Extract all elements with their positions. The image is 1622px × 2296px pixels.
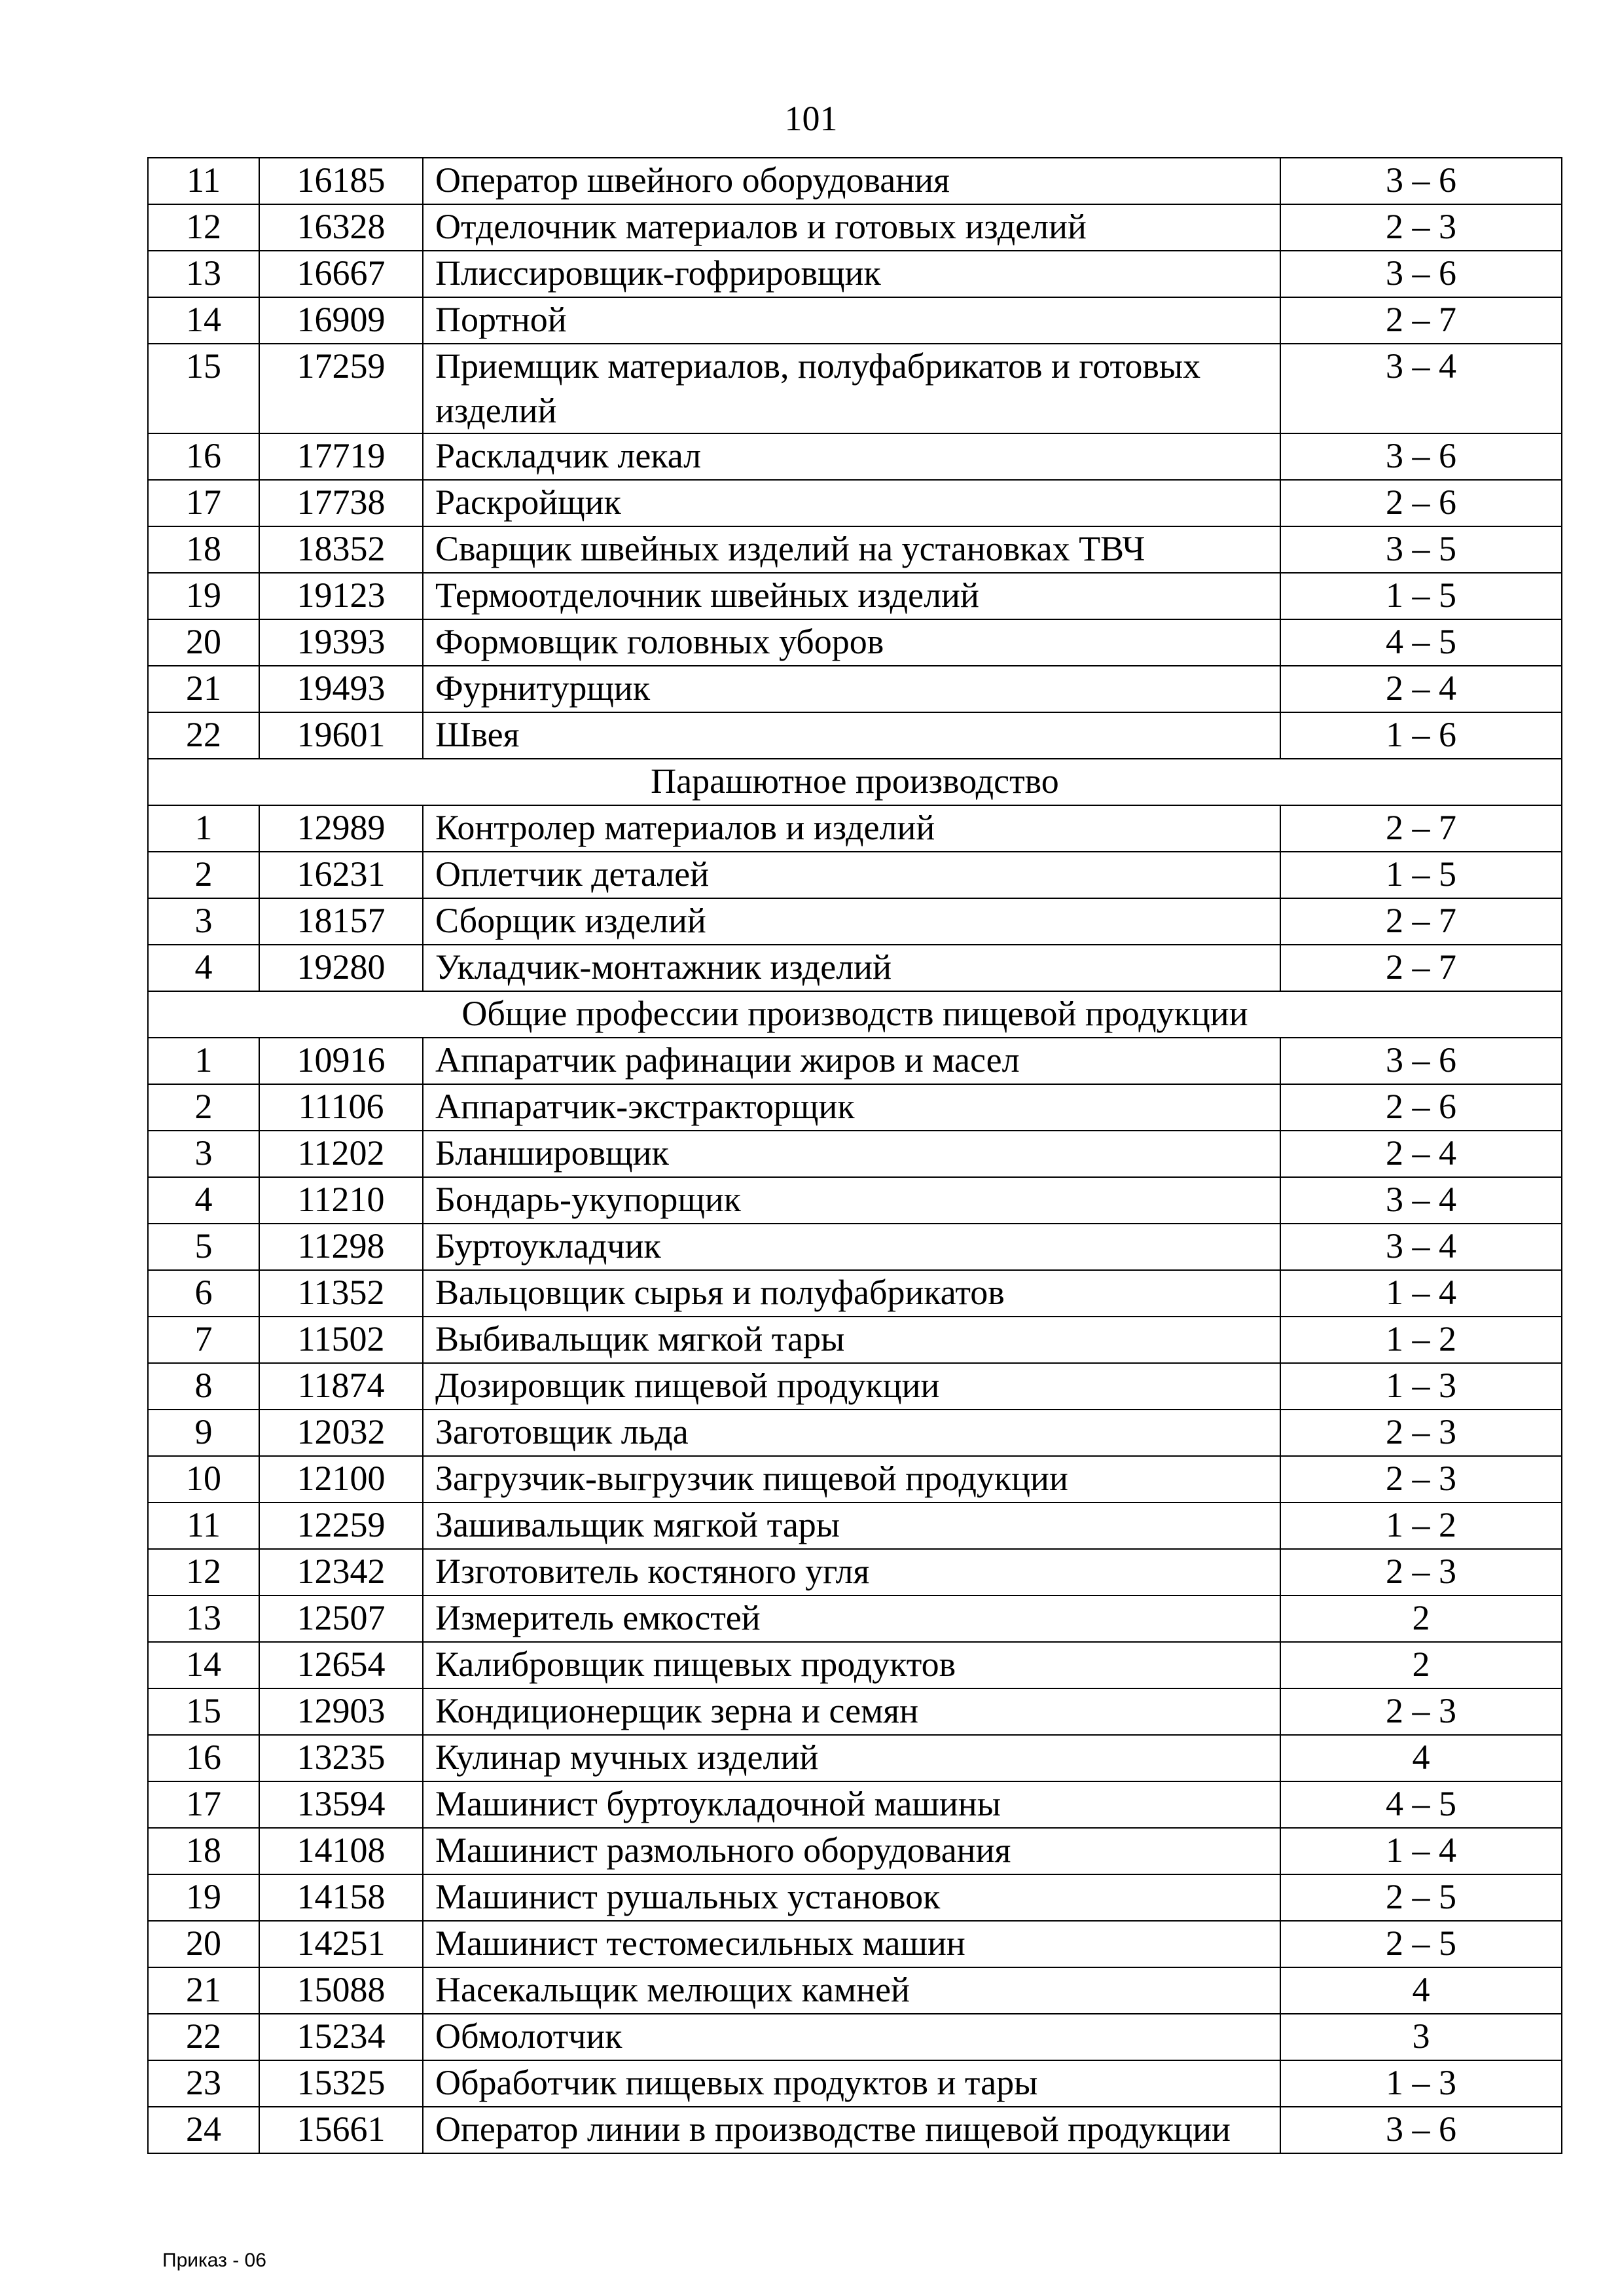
row-number: 11	[148, 158, 259, 204]
table-row	[148, 526, 1562, 573]
profession-code: 11106	[259, 1084, 423, 1131]
rank-range: 3 – 4	[1280, 344, 1562, 433]
section-header-row	[148, 991, 1562, 1038]
table-row	[148, 1456, 1562, 1503]
table-row	[148, 1270, 1562, 1317]
rank-range: 3 – 4	[1280, 1177, 1562, 1224]
row-number: 11	[148, 1503, 259, 1549]
profession-code: 14158	[259, 1874, 423, 1921]
profession-name: Бондарь-укупорщик	[423, 1177, 1280, 1224]
rank-range: 2 – 7	[1280, 898, 1562, 945]
table-row	[148, 1735, 1562, 1781]
rank-range: 2 – 7	[1280, 297, 1562, 344]
profession-name: Швея	[423, 712, 1280, 759]
table-row	[148, 945, 1562, 991]
row-number: 23	[148, 2060, 259, 2107]
row-number: 12	[148, 1549, 259, 1595]
profession-name: Машинист размольного оборудования	[423, 1828, 1280, 1874]
row-number: 22	[148, 2014, 259, 2060]
rank-range: 1 – 4	[1280, 1270, 1562, 1317]
profession-name: Отделочник материалов и готовых изделий	[423, 204, 1280, 251]
row-number: 18	[148, 1828, 259, 1874]
rank-range: 2 – 6	[1280, 1084, 1562, 1131]
row-number: 21	[148, 666, 259, 712]
table-row	[148, 1967, 1562, 2014]
table-row	[148, 573, 1562, 619]
table-row	[148, 1874, 1562, 1921]
footer-order-label: Приказ - 06	[162, 2250, 266, 2271]
table-row	[148, 251, 1562, 297]
profession-name: Обмолотчик	[423, 2014, 1280, 2060]
rank-range: 2 – 3	[1280, 1549, 1562, 1595]
rank-range: 3 – 6	[1280, 158, 1562, 204]
professions-table	[147, 157, 1562, 2154]
profession-code: 15088	[259, 1967, 423, 2014]
profession-name: Аппаратчик-экстракторщик	[423, 1084, 1280, 1131]
table-row	[148, 297, 1562, 344]
profession-code: 15234	[259, 2014, 423, 2060]
rank-range: 2 – 3	[1280, 1410, 1562, 1456]
row-number: 20	[148, 619, 259, 666]
rank-range: 1 – 3	[1280, 1363, 1562, 1410]
profession-name: Бланшировщик	[423, 1131, 1280, 1177]
rank-range: 3 – 6	[1280, 2107, 1562, 2153]
row-number: 16	[148, 433, 259, 480]
row-number: 3	[148, 1131, 259, 1177]
profession-name: Кулинар мучных изделий	[423, 1735, 1280, 1781]
row-number: 5	[148, 1224, 259, 1270]
profession-code: 11202	[259, 1131, 423, 1177]
profession-code: 17719	[259, 433, 423, 480]
row-number: 13	[148, 1595, 259, 1642]
rank-range: 3 – 5	[1280, 526, 1562, 573]
rank-range: 2 – 3	[1280, 1688, 1562, 1735]
profession-name: Обработчик пищевых продуктов и тары	[423, 2060, 1280, 2107]
profession-code: 16328	[259, 204, 423, 251]
row-number: 16	[148, 1735, 259, 1781]
row-number: 20	[148, 1921, 259, 1967]
row-number: 22	[148, 712, 259, 759]
rank-range: 4 – 5	[1280, 1781, 1562, 1828]
rank-range: 3 – 4	[1280, 1224, 1562, 1270]
table-row	[148, 480, 1562, 526]
row-number: 18	[148, 526, 259, 573]
table-row	[148, 1131, 1562, 1177]
profession-code: 12342	[259, 1549, 423, 1595]
profession-name: Машинист буртоукладочной машины	[423, 1781, 1280, 1828]
profession-code: 16185	[259, 158, 423, 204]
rank-range: 1 – 2	[1280, 1317, 1562, 1363]
rank-range: 2 – 5	[1280, 1874, 1562, 1921]
rank-range: 3 – 6	[1280, 433, 1562, 480]
profession-name: Раскройщик	[423, 480, 1280, 526]
rank-range: 4	[1280, 1967, 1562, 2014]
row-number: 19	[148, 1874, 259, 1921]
page-number: 101	[784, 99, 838, 138]
table-row	[148, 1642, 1562, 1688]
rank-range: 1 – 5	[1280, 573, 1562, 619]
profession-name: Калибровщик пищевых продуктов	[423, 1642, 1280, 1688]
table-row	[148, 1224, 1562, 1270]
row-number: 2	[148, 1084, 259, 1131]
profession-code: 12032	[259, 1410, 423, 1456]
profession-code: 11210	[259, 1177, 423, 1224]
row-number: 21	[148, 1967, 259, 2014]
profession-name: Заготовщик льда	[423, 1410, 1280, 1456]
row-number: 17	[148, 480, 259, 526]
profession-code: 12100	[259, 1456, 423, 1503]
rank-range: 2 – 7	[1280, 945, 1562, 991]
profession-name: Контролер материалов и изделий	[423, 805, 1280, 852]
profession-name: Раскладчик лекал	[423, 433, 1280, 480]
profession-name: Кондиционерщик зерна и семян	[423, 1688, 1280, 1735]
row-number: 24	[148, 2107, 259, 2153]
profession-name: Укладчик-монтажник изделий	[423, 945, 1280, 991]
rank-range: 2 – 4	[1280, 1131, 1562, 1177]
profession-code: 16909	[259, 297, 423, 344]
section-header-row	[148, 759, 1562, 805]
profession-code: 11502	[259, 1317, 423, 1363]
table-row	[148, 2014, 1562, 2060]
row-number: 15	[148, 344, 259, 433]
table-row	[148, 898, 1562, 945]
table-row	[148, 1688, 1562, 1735]
row-number: 13	[148, 251, 259, 297]
profession-code: 12989	[259, 805, 423, 852]
profession-name: Термоотделочник швейных изделий	[423, 573, 1280, 619]
profession-code: 19493	[259, 666, 423, 712]
row-number: 10	[148, 1456, 259, 1503]
section-title: Парашютное производство	[148, 759, 1562, 805]
table-row	[148, 712, 1562, 759]
profession-code: 18157	[259, 898, 423, 945]
row-number: 8	[148, 1363, 259, 1410]
profession-name: Буртоукладчик	[423, 1224, 1280, 1270]
profession-code: 14108	[259, 1828, 423, 1874]
row-number: 6	[148, 1270, 259, 1317]
rank-range: 2	[1280, 1595, 1562, 1642]
profession-code: 15325	[259, 2060, 423, 2107]
rank-range: 4	[1280, 1735, 1562, 1781]
profession-name: Машинист тестомесильных машин	[423, 1921, 1280, 1967]
row-number: 14	[148, 1642, 259, 1688]
profession-code: 17738	[259, 480, 423, 526]
table-row	[148, 344, 1562, 433]
section-title: Общие профессии производств пищевой продукции	[148, 991, 1562, 1038]
profession-code: 11352	[259, 1270, 423, 1317]
row-number: 12	[148, 204, 259, 251]
profession-name: Оператор линии в производстве пищевой продукции	[423, 2107, 1280, 2153]
profession-code: 15661	[259, 2107, 423, 2153]
profession-code: 12507	[259, 1595, 423, 1642]
rank-range: 3	[1280, 2014, 1562, 2060]
profession-name: Загрузчик-выгрузчик пищевой продукции	[423, 1456, 1280, 1503]
rank-range: 1 – 4	[1280, 1828, 1562, 1874]
table-row	[148, 852, 1562, 898]
row-number: 19	[148, 573, 259, 619]
table-row	[148, 1921, 1562, 1967]
profession-code: 12903	[259, 1688, 423, 1735]
table-row	[148, 2107, 1562, 2153]
rank-range: 2 – 3	[1280, 1456, 1562, 1503]
profession-code: 16667	[259, 251, 423, 297]
profession-code: 14251	[259, 1921, 423, 1967]
profession-code: 12259	[259, 1503, 423, 1549]
row-number: 9	[148, 1410, 259, 1456]
profession-name: Сварщик швейных изделий на установках ТВЧ	[423, 526, 1280, 573]
row-number: 1	[148, 1038, 259, 1084]
table-row	[148, 805, 1562, 852]
rank-range: 2 – 3	[1280, 204, 1562, 251]
row-number: 4	[148, 945, 259, 991]
rank-range: 1 – 2	[1280, 1503, 1562, 1549]
profession-code: 10916	[259, 1038, 423, 1084]
table-row	[148, 1084, 1562, 1131]
profession-name: Портной	[423, 297, 1280, 344]
profession-code: 16231	[259, 852, 423, 898]
profession-name: Вальцовщик сырья и полуфабрикатов	[423, 1270, 1280, 1317]
table-row	[148, 1503, 1562, 1549]
rank-range: 2 – 6	[1280, 480, 1562, 526]
row-number: 7	[148, 1317, 259, 1363]
table-row	[148, 204, 1562, 251]
table-row	[148, 1363, 1562, 1410]
profession-name: Выбивальщик мягкой тары	[423, 1317, 1280, 1363]
profession-name: Оператор швейного оборудования	[423, 158, 1280, 204]
profession-code: 18352	[259, 526, 423, 573]
table-row	[148, 1177, 1562, 1224]
row-number: 4	[148, 1177, 259, 1224]
profession-name: Приемщик материалов, полуфабрикатов и готовых изделий	[423, 344, 1280, 433]
profession-name: Измеритель емкостей	[423, 1595, 1280, 1642]
row-number: 1	[148, 805, 259, 852]
table-row	[148, 1595, 1562, 1642]
rank-range: 2	[1280, 1642, 1562, 1688]
table-row	[148, 2060, 1562, 2107]
table-row	[148, 1549, 1562, 1595]
profession-code: 19280	[259, 945, 423, 991]
profession-code: 19601	[259, 712, 423, 759]
profession-code: 11298	[259, 1224, 423, 1270]
profession-name: Дозировщик пищевой продукции	[423, 1363, 1280, 1410]
rank-range: 4 – 5	[1280, 619, 1562, 666]
table-row	[148, 1781, 1562, 1828]
row-number: 2	[148, 852, 259, 898]
profession-name: Фурнитурщик	[423, 666, 1280, 712]
rank-range: 1 – 6	[1280, 712, 1562, 759]
profession-code: 12654	[259, 1642, 423, 1688]
table-body	[148, 158, 1562, 2153]
profession-code: 19123	[259, 573, 423, 619]
rank-range: 1 – 5	[1280, 852, 1562, 898]
profession-name: Зашивальщик мягкой тары	[423, 1503, 1280, 1549]
profession-name: Насекальщик мелющих камней	[423, 1967, 1280, 2014]
row-number: 17	[148, 1781, 259, 1828]
rank-range: 3 – 6	[1280, 1038, 1562, 1084]
profession-name: Изготовитель костяного угля	[423, 1549, 1280, 1595]
rank-range: 2 – 4	[1280, 666, 1562, 712]
table-row	[148, 1317, 1562, 1363]
profession-code: 17259	[259, 344, 423, 433]
profession-name: Аппаратчик рафинации жиров и масел	[423, 1038, 1280, 1084]
profession-code: 13235	[259, 1735, 423, 1781]
profession-name: Машинист рушальных установок	[423, 1874, 1280, 1921]
table-row	[148, 1410, 1562, 1456]
table-row	[148, 619, 1562, 666]
table-row	[148, 1828, 1562, 1874]
table-row	[148, 666, 1562, 712]
profession-code: 19393	[259, 619, 423, 666]
table-row	[148, 158, 1562, 204]
table-row	[148, 1038, 1562, 1084]
rank-range: 3 – 6	[1280, 251, 1562, 297]
profession-name: Оплетчик деталей	[423, 852, 1280, 898]
row-number: 3	[148, 898, 259, 945]
rank-range: 2 – 7	[1280, 805, 1562, 852]
rank-range: 2 – 5	[1280, 1921, 1562, 1967]
row-number: 15	[148, 1688, 259, 1735]
row-number: 14	[148, 297, 259, 344]
profession-name: Формовщик головных уборов	[423, 619, 1280, 666]
profession-name: Сборщик изделий	[423, 898, 1280, 945]
profession-name: Плиссировщик-гофрировщик	[423, 251, 1280, 297]
profession-code: 11874	[259, 1363, 423, 1410]
rank-range: 1 – 3	[1280, 2060, 1562, 2107]
profession-code: 13594	[259, 1781, 423, 1828]
table-row	[148, 433, 1562, 480]
